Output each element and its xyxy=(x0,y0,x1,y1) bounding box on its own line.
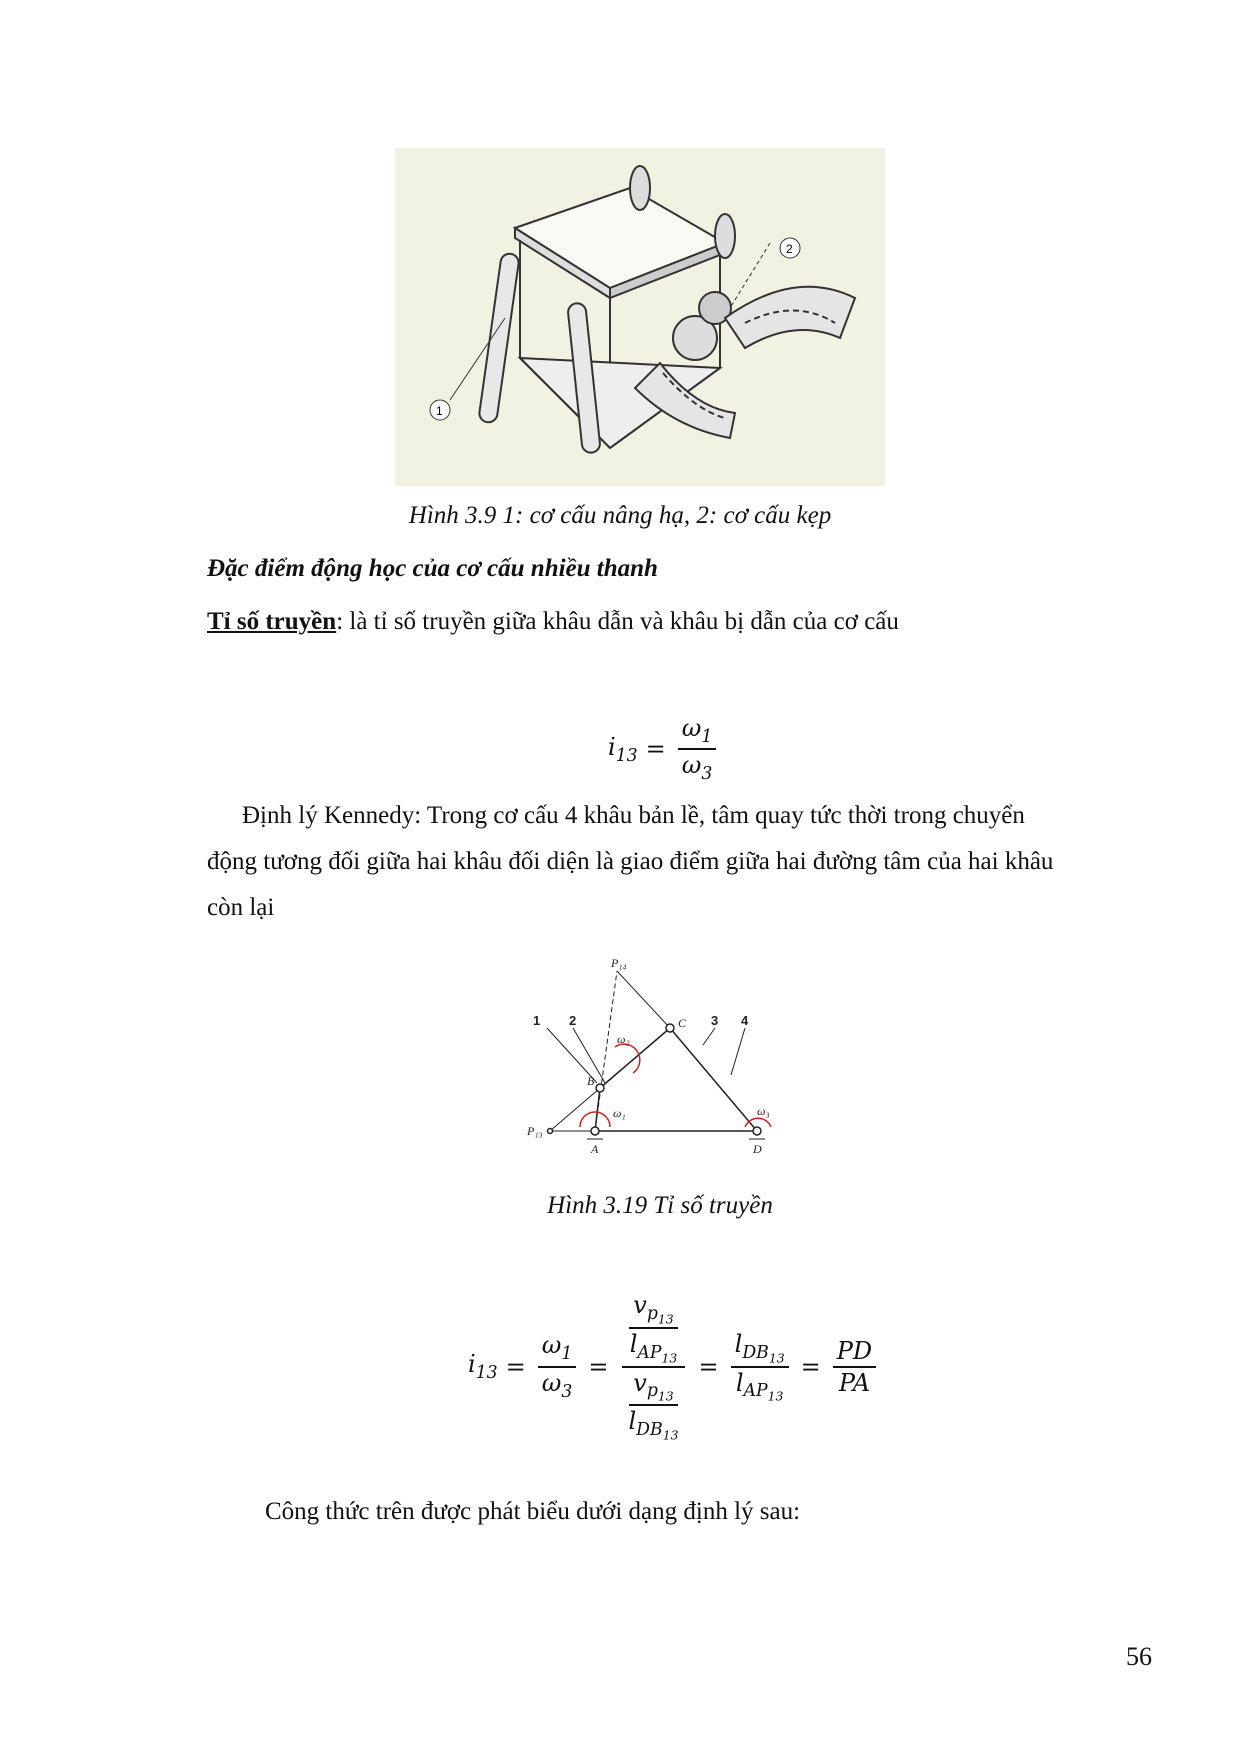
formula1-den-sub: 3 xyxy=(701,764,713,785)
label-omega3: ω₃ xyxy=(757,1104,770,1118)
formula-kennedy-ratio xyxy=(468,1290,880,1443)
definition-paragraph xyxy=(207,608,899,636)
f2-l-ap: l xyxy=(735,1368,744,1397)
f2-l-db: l xyxy=(734,1329,743,1358)
f2-v-bot: v xyxy=(633,1368,647,1397)
definition-term: Tỉ số truyền xyxy=(207,608,337,635)
label-a: A xyxy=(591,1142,599,1156)
definition-text: : là tỉ số truyền giữa khâu dẫn và khâu bị dẫn của cơ cấu xyxy=(336,608,899,635)
label-omega2: ω₂ xyxy=(617,1032,630,1046)
figure2-caption: Hình 3.19 Tỉ số truyền xyxy=(547,1192,773,1219)
label-p14: P₁₄ xyxy=(611,956,627,970)
label-link-2: 2 xyxy=(569,1013,577,1028)
f2-eq-4: = xyxy=(800,1352,821,1381)
joint-a xyxy=(591,1127,599,1135)
four-bar-linkage-drawing xyxy=(525,955,795,1175)
f2-w1-sub: 1 xyxy=(561,1344,573,1364)
f2-l-db-sub: DB xyxy=(742,1342,769,1363)
f2-frac-lengths xyxy=(731,1329,789,1405)
figure1-caption: Hình 3.9 1: cơ cấu nâng hạ, 2: cơ cấu kẹp xyxy=(408,502,832,529)
formula1-den: ω xyxy=(681,751,702,780)
f2-eq-2: = xyxy=(588,1352,609,1381)
formula1-equals: = xyxy=(645,735,666,764)
f2-l-top-subsub: 13 xyxy=(661,1350,678,1366)
f2-w3-sub: 3 xyxy=(561,1381,573,1402)
f2-i-sub: 13 xyxy=(475,1362,498,1383)
kennedy-line-3: còn lại xyxy=(207,894,275,921)
omega2-arrow xyxy=(615,1044,640,1073)
f2-v-top: v xyxy=(633,1291,647,1319)
joint-c xyxy=(666,1024,674,1032)
f2-w1: ω xyxy=(541,1331,562,1360)
formula1-lhs: i xyxy=(608,732,616,761)
kennedy-line-1: Định lý Kennedy: Trong cơ cấu 4 khâu bản lề, tâm quay tức thời trong chuyển xyxy=(242,802,1025,829)
joint-b xyxy=(596,1084,604,1092)
f2-l-bot: l xyxy=(628,1407,637,1436)
f2-frac-top xyxy=(626,1290,682,1366)
figure-four-bar-linkage xyxy=(525,955,795,1175)
kennedy-line-2: động tương đối giữa hai khâu đối diện là giao điểm giữa hai đường tâm của hai khâu xyxy=(207,848,1054,875)
f2-i: i xyxy=(468,1350,476,1379)
label-omega1: ω₁ xyxy=(613,1106,626,1120)
closing-paragraph: Công thức trên được phát biểu dưới dạng định lý sau: xyxy=(265,1498,801,1525)
label-link-3: 3 xyxy=(711,1013,719,1028)
f2-v-top-sub: p xyxy=(646,1303,658,1324)
label-b: B xyxy=(587,1074,595,1088)
robot-mechanism-drawing xyxy=(395,148,885,486)
f2-l-bot-subsub: 13 xyxy=(662,1427,679,1443)
line-p14-dc xyxy=(617,971,670,1028)
formula1-lhs-sub: 13 xyxy=(615,745,638,766)
label-link-4: 4 xyxy=(741,1013,749,1028)
line-p13-bc xyxy=(550,1028,670,1131)
figure-robot-mechanism xyxy=(395,148,885,486)
f2-l-ap-subsub: 13 xyxy=(767,1388,784,1404)
f2-v-bot-sub: p xyxy=(646,1381,658,1402)
f2-l-top-ap: AP xyxy=(637,1342,662,1363)
link-cd xyxy=(670,1028,757,1131)
label-c: C xyxy=(678,1016,687,1030)
f2-pd: PD xyxy=(833,1336,876,1368)
f2-frac-pd-pa xyxy=(833,1336,876,1398)
f2-frac-compound xyxy=(620,1290,686,1443)
f2-pa: PA xyxy=(838,1368,871,1397)
callout-2-label: 2 xyxy=(786,242,793,256)
formula1-num-sub: 1 xyxy=(701,726,713,747)
formula-ratio xyxy=(608,713,720,786)
f2-l-bot-db: DB xyxy=(636,1420,663,1441)
joint-d xyxy=(753,1127,761,1135)
f2-frac-omega xyxy=(538,1330,577,1403)
f2-v-top-subsub: 13 xyxy=(657,1311,674,1327)
f2-l-db-subsub: 13 xyxy=(768,1350,785,1366)
point-p13 xyxy=(548,1129,553,1134)
link-ab xyxy=(595,1088,600,1131)
f2-w3: ω xyxy=(541,1368,562,1397)
page-number: 56 xyxy=(1126,1642,1152,1671)
f2-eq-3: = xyxy=(698,1352,719,1381)
formula1-num: ω xyxy=(681,714,702,742)
label-d: D xyxy=(753,1142,762,1156)
omega3-arrow xyxy=(745,1118,771,1127)
f2-eq-1: = xyxy=(505,1352,526,1381)
label-link-1: 1 xyxy=(533,1013,541,1028)
f2-frac-bottom xyxy=(624,1368,682,1444)
f2-v-bot-subsub: 13 xyxy=(657,1388,674,1404)
callout-1-label: 1 xyxy=(436,404,443,418)
label-p13: P₁₃ xyxy=(527,1124,543,1138)
f2-l-ap-sub: AP xyxy=(743,1381,768,1402)
formula1-fraction xyxy=(678,713,717,786)
f2-l-top: l xyxy=(629,1329,638,1358)
section-heading: Đặc điểm động học của cơ cấu nhiều thanh xyxy=(207,555,658,582)
